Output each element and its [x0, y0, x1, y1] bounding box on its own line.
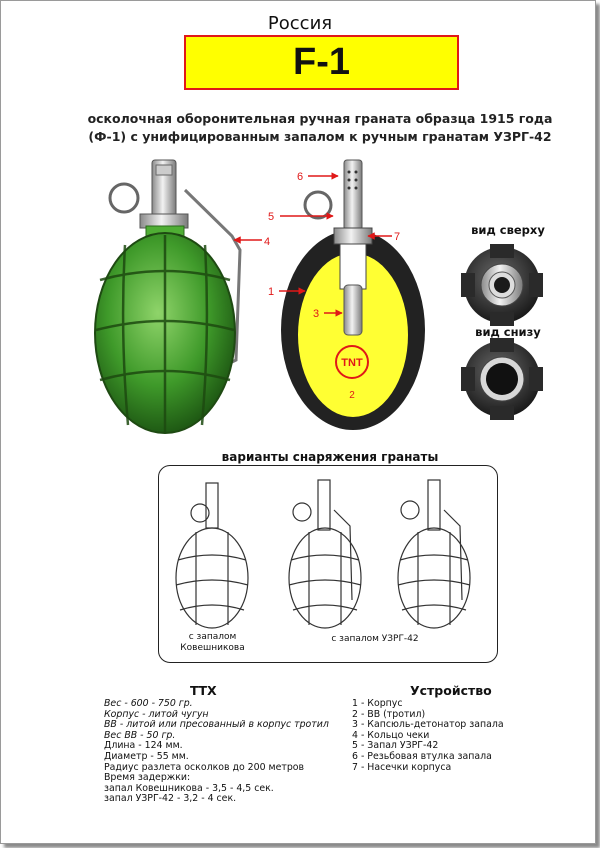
- title-banner: F-1: [184, 35, 459, 90]
- top-view-label: вид сверху: [471, 223, 545, 237]
- callout-4: 4: [264, 236, 271, 248]
- description-line-1: осколочная оборонительная ручная граната образца 1915 года: [87, 111, 553, 126]
- device-item: 4 - Кольцо чеки: [352, 729, 430, 741]
- device-item: 1 - Корпус: [352, 698, 403, 709]
- caption-uzrg: с запалом УЗРГ-42: [331, 634, 419, 644]
- description-line-2: (Ф-1) с унифицированным запалом к ручным гранатам УЗРГ-42: [88, 129, 552, 144]
- callout-2: 2: [349, 390, 355, 401]
- bottom-view-label: вид снизу: [475, 325, 541, 339]
- pull-ring-icon: [110, 184, 138, 212]
- ttx-title: ТТХ: [190, 683, 217, 698]
- ttx-item: Вес ВВ - 50 гр.: [104, 729, 176, 741]
- pull-ring-icon: [305, 192, 331, 218]
- caption-kovesnikov: с запалом Ковешникова: [180, 632, 245, 653]
- ttx-item: ВВ - литой или пресованный в корпус тротил: [104, 719, 329, 731]
- ttx-item: запал Ковешникова - 3,5 - 4,5 сек.: [104, 782, 274, 794]
- device-title: Устройство: [410, 683, 492, 698]
- device-list: [352, 699, 504, 773]
- ttx-list: [104, 699, 329, 805]
- country-heading: Россия: [267, 13, 333, 34]
- top-view: [461, 244, 543, 326]
- device-item: 2 - ВВ (тротил): [352, 708, 426, 720]
- tnt-label: TNT: [341, 357, 363, 369]
- callout-1: 1: [268, 286, 275, 298]
- ttx-item: запал УЗРГ-42 - 3,2 - 4 сек.: [104, 793, 237, 805]
- bottom-view: [461, 338, 543, 420]
- device-item: 7 - Насечки корпуса: [352, 761, 452, 773]
- callout-3: 3: [313, 308, 320, 320]
- ttx-item: Корпус - литой чугун: [104, 708, 209, 720]
- variants-title: варианты снаряжения гранаты: [221, 450, 439, 464]
- ttx-item: Вес - 600 - 750 гр.: [104, 698, 193, 709]
- ttx-item: Радиус разлета осколков до 200 метров: [104, 761, 305, 773]
- device-item: 5 - Запал УЗРГ-42: [352, 740, 439, 752]
- callout-5: 5: [268, 211, 275, 223]
- ttx-item: Диаметр - 55 мм.: [104, 750, 189, 762]
- device-item: 6 - Резьбовая втулка запала: [352, 750, 492, 762]
- ttx-item: Время задержки:: [104, 772, 191, 784]
- green-grenade: [95, 160, 240, 433]
- ttx-item: Длина - 124 мм.: [104, 740, 183, 752]
- callout-6: 6: [297, 171, 304, 183]
- device-item: 3 - Капсюль-детонатор запала: [352, 719, 504, 731]
- callout-7: 7: [394, 231, 401, 243]
